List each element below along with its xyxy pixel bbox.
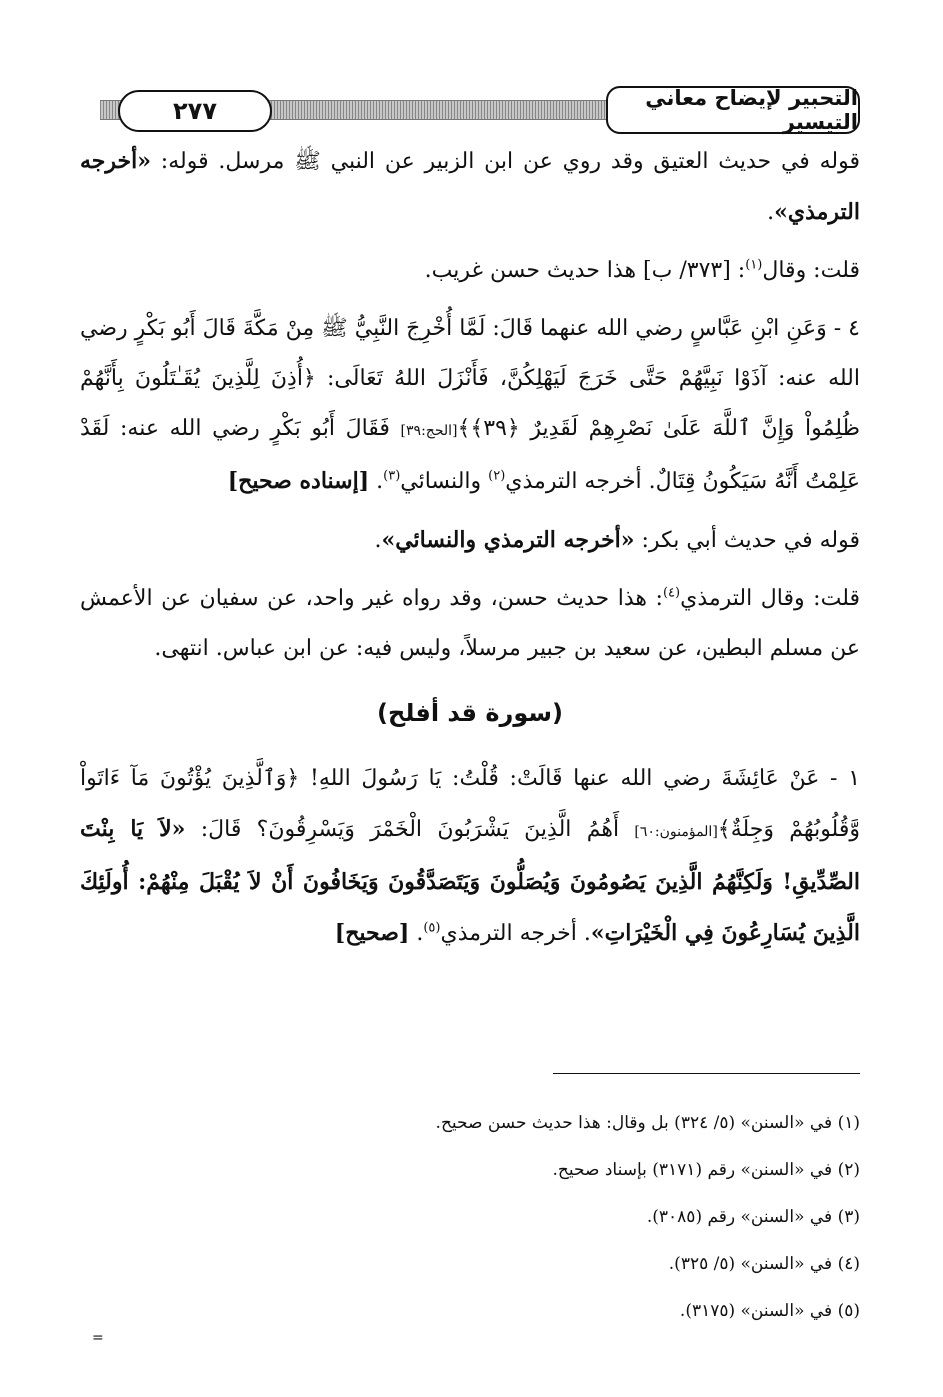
footnote-2: (٢) في «السنن» رقم (٣١٧١) بإسناد صحيح. bbox=[552, 1160, 860, 1180]
quran-verse-2: ﴿وَٱلَّذِينَ يُؤْتُونَ مَآ ءَاتَواْ وَّقُلُوبُهُمْ وَجِلَةٌ﴾ bbox=[80, 766, 860, 842]
p6-lead: ١ - عَنْ عَائِشَةَ رضي الله عنها قَالَتْ: قُلْتُ: يَا رَسُولَ اللهِ! bbox=[299, 766, 861, 791]
p3-after: فَقَالَ أَبُو بَكْرٍ رضي الله عنه: لَقَدْ عَلِمْتُ أَنَّهُ سَيَكُونُ قِتَالٌ. bbox=[80, 416, 860, 494]
footnote-ref-3[interactable]: (٣) bbox=[383, 468, 401, 484]
page-number: ٢٧٧ bbox=[118, 90, 272, 132]
footnote-4: (٤) في «السنن» (٥/ ٣٢٥). bbox=[668, 1254, 860, 1274]
paragraph-6 bbox=[80, 754, 860, 959]
p6-tail: . أخرجه الترمذي bbox=[440, 921, 591, 946]
paragraph-1 bbox=[80, 136, 860, 238]
corner-mark: = bbox=[92, 1330, 104, 1346]
footnote-ref-5[interactable]: (٥) bbox=[423, 920, 441, 936]
footnote-3: (٣) في «السنن» رقم (٣٠٨٥). bbox=[646, 1207, 860, 1227]
p2-post: : [٣٧٣/ ب] هذا حديث حسن غريب. bbox=[424, 258, 746, 283]
p3-tail-mid: والنسائي bbox=[400, 469, 489, 494]
verse-ref-2: [المؤمنون:٦٠] bbox=[634, 824, 718, 840]
book-title: التحبير لإيضاح معاني التيسير bbox=[606, 86, 860, 134]
paragraph-3 bbox=[80, 304, 860, 507]
p4-bold: «أخرجه الترمذي والنسائي» bbox=[381, 527, 635, 553]
p4-text: قوله في حديث أبي بكر: bbox=[634, 528, 860, 553]
footnote-divider bbox=[553, 1073, 860, 1074]
grade-2: [صحيح] bbox=[334, 920, 410, 946]
footnote-5: (٥) في «السنن» (٣١٧٥). bbox=[679, 1301, 860, 1321]
paragraph-2 bbox=[80, 246, 860, 296]
p3-tail-pre: أخرجه الترمذي bbox=[505, 469, 642, 494]
footnote-1: (١) في «السنن» (٥/ ٣٢٤) بل وقال: هذا حديث حسن صحيح. bbox=[435, 1113, 860, 1133]
p1-text: قوله في حديث العتيق وقد روي عن ابن الزبير عن النبي ﷺ مرسل. قوله: bbox=[151, 149, 860, 174]
paragraph-5 bbox=[80, 574, 860, 674]
footnote-ref-2[interactable]: (٢) bbox=[488, 468, 506, 484]
footnote-ref-1[interactable]: (١) bbox=[745, 257, 763, 273]
p1-bold: «أخرجه الترمذي» bbox=[80, 148, 860, 225]
p3-lead: ٤ - وَعَنِ ابْنِ عَبَّاسٍ رضي الله عنهما قَالَ: لَمَّا أُخْرِجَ النَّبِيُّ ﷺ مِنْ مَكَّةَ قَالَ أَبُو بَكْرٍ رضي الله عنه: آذَوْا نَبِيَّهُمْ حَتَّى خَرَجَ لَيَهْلِكُنَّ، فَأَنْزَلَ اللهُ تَعَالَى: bbox=[80, 316, 861, 391]
quran-verse-1: ﴿أُذِنَ لِلَّذِينَ يُقَـٰتَلُونَ بِأَنَّهُمْ ظُلِمُواْ وَإِنَّ ٱللَّهَ عَلَىٰ نَصْرِهِمْ لَقَدِيرٌ ﴿٣٩﴾﴾ bbox=[80, 366, 861, 441]
grade-1: [إسناده صحيح] bbox=[227, 468, 370, 494]
footnotes bbox=[80, 1100, 860, 1335]
p6-mid: أَهُمُ الَّذِينَ يَشْرَبُونَ الْخَمْرَ وَيَسْرِقُونَ؟ قَالَ: bbox=[185, 817, 635, 842]
main-text bbox=[80, 136, 860, 967]
p6-bold: «لاَ يَا بِنْتَ الصِّدِّيقِ! وَلَكِنَّهُمُ الَّذِينَ يَصُومُونَ وَيُصَلُّونَ وَيَتَصَدَّقُونَ وَيَخَافُونَ أَنْ لاَ يُقْبَلَ مِنْهُمْ: أُولَئِكَ الَّذِينَ يُسَارِعُونَ فِي الْخَيْرَاتِ» bbox=[80, 816, 860, 946]
p5-pre: قلت: وقال الترمذي bbox=[680, 586, 860, 611]
p5-post: : هذا حديث حسن، وقد رواه غير واحد، عن سفيان عن الأعمش عن مسلم البطين، عن سعيد بن جبير مرسلاً، وليس فيه: عن ابن عباس. انتهى. bbox=[80, 586, 860, 661]
p4-end: . bbox=[374, 528, 382, 553]
paragraph-4 bbox=[80, 515, 860, 566]
verse-ref-1: [الحج:٣٩] bbox=[400, 423, 458, 439]
p3-tail-end: . bbox=[369, 469, 384, 494]
p2-pre: قلت: وقال bbox=[762, 258, 860, 283]
page-header bbox=[100, 86, 860, 134]
footnote-ref-4[interactable]: (٤) bbox=[662, 585, 681, 601]
p1-end: . bbox=[767, 200, 775, 225]
p6-tail-end: . bbox=[409, 921, 424, 946]
surah-heading: (سورة قد أفلح) bbox=[377, 699, 563, 727]
